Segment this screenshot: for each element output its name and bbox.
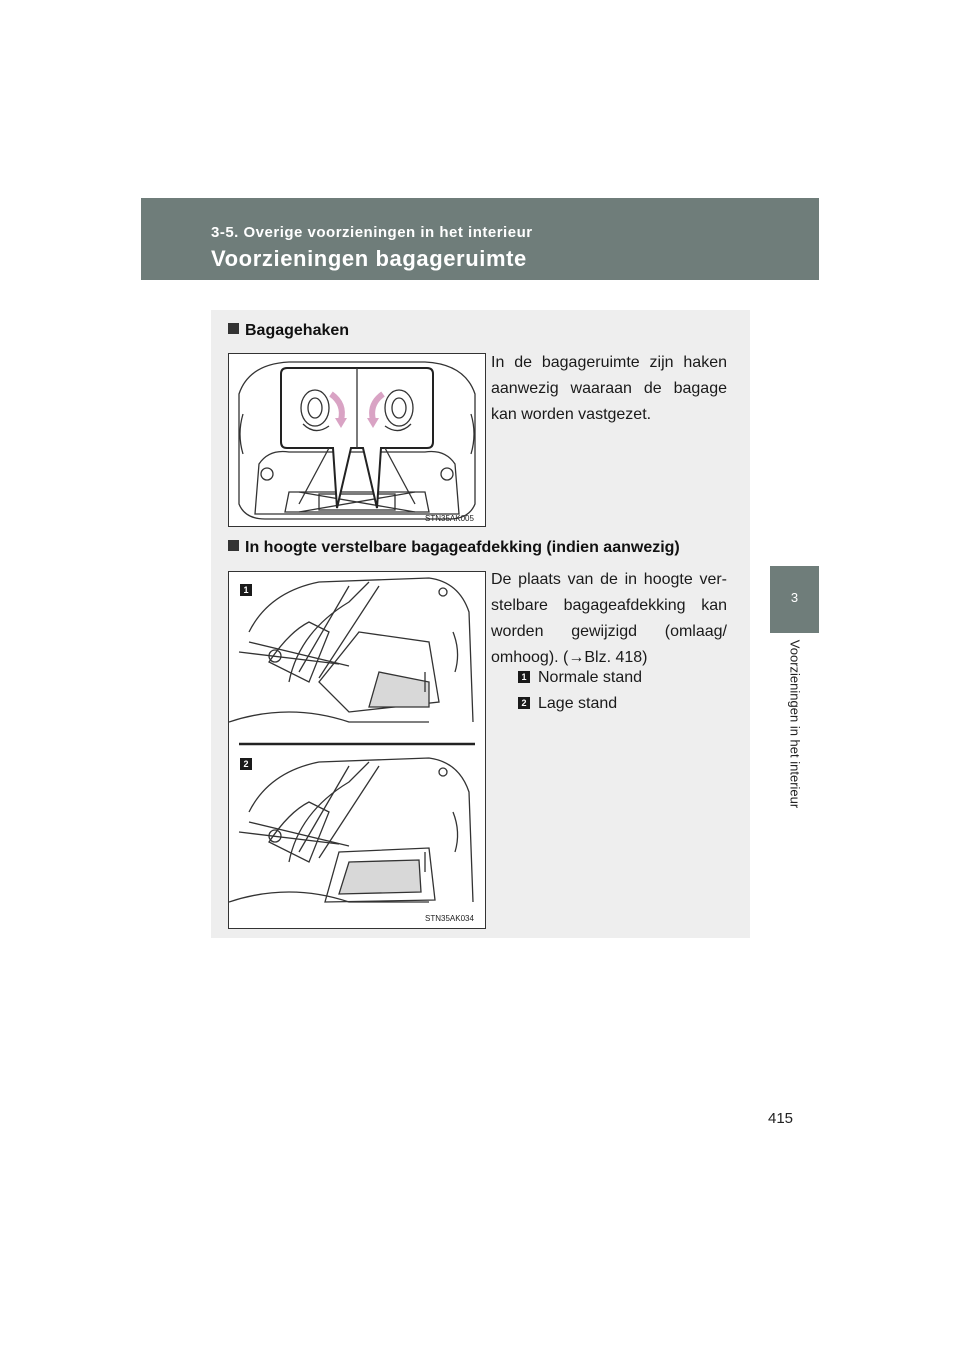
figure-cargo-hooks xyxy=(228,353,486,527)
figure-badge-1: 1 xyxy=(240,584,252,596)
legend-badge: 2 xyxy=(518,697,530,709)
heading-bagageafdekking: In hoogte verstelbare bagageafdekking (indien aanwezig) xyxy=(228,539,680,557)
legend-label: Lage stand xyxy=(538,695,618,712)
section-title: 3-5. Overige voorzieningen in het interieur xyxy=(211,224,533,241)
heading-bagagehaken: Bagagehaken xyxy=(228,322,349,340)
figure-cargo-cover xyxy=(228,571,486,929)
figure-code: STN35AK005 xyxy=(425,514,474,523)
cargo-hooks-illustration xyxy=(229,354,485,526)
bullet-square-icon xyxy=(228,540,239,551)
legend-list xyxy=(518,665,642,717)
cargo-cover-illustration xyxy=(229,572,485,928)
figure-badge-2: 2 xyxy=(240,758,252,770)
chapter-tab-label: Voorzieningen in het interieur xyxy=(787,639,803,809)
page-title: Voorzieningen bagageruimte xyxy=(211,246,527,271)
paragraph-bagageafdekking: De plaats van de in hoogte ver-stelbare bagageafdekking kan worden gewijzigd (omlaag/ omhoog). (→Blz. 418) xyxy=(491,571,727,666)
legend-item xyxy=(518,665,642,691)
paragraph-bagagehaken: In de bagageruimte zijn haken aanwezig waaraan de bagage kan worden vastgezet. xyxy=(491,354,727,423)
bullet-square-icon xyxy=(228,323,239,334)
figure-code: STN35AK034 xyxy=(425,914,474,923)
content-panel xyxy=(211,310,750,938)
legend-label: Normale stand xyxy=(538,669,643,686)
legend-badge: 1 xyxy=(518,671,530,683)
legend-item xyxy=(518,691,642,717)
chapter-header xyxy=(141,198,819,280)
page-number: 415 xyxy=(768,1110,794,1127)
chapter-number: 3 xyxy=(790,590,799,605)
chapter-tab xyxy=(770,566,819,633)
